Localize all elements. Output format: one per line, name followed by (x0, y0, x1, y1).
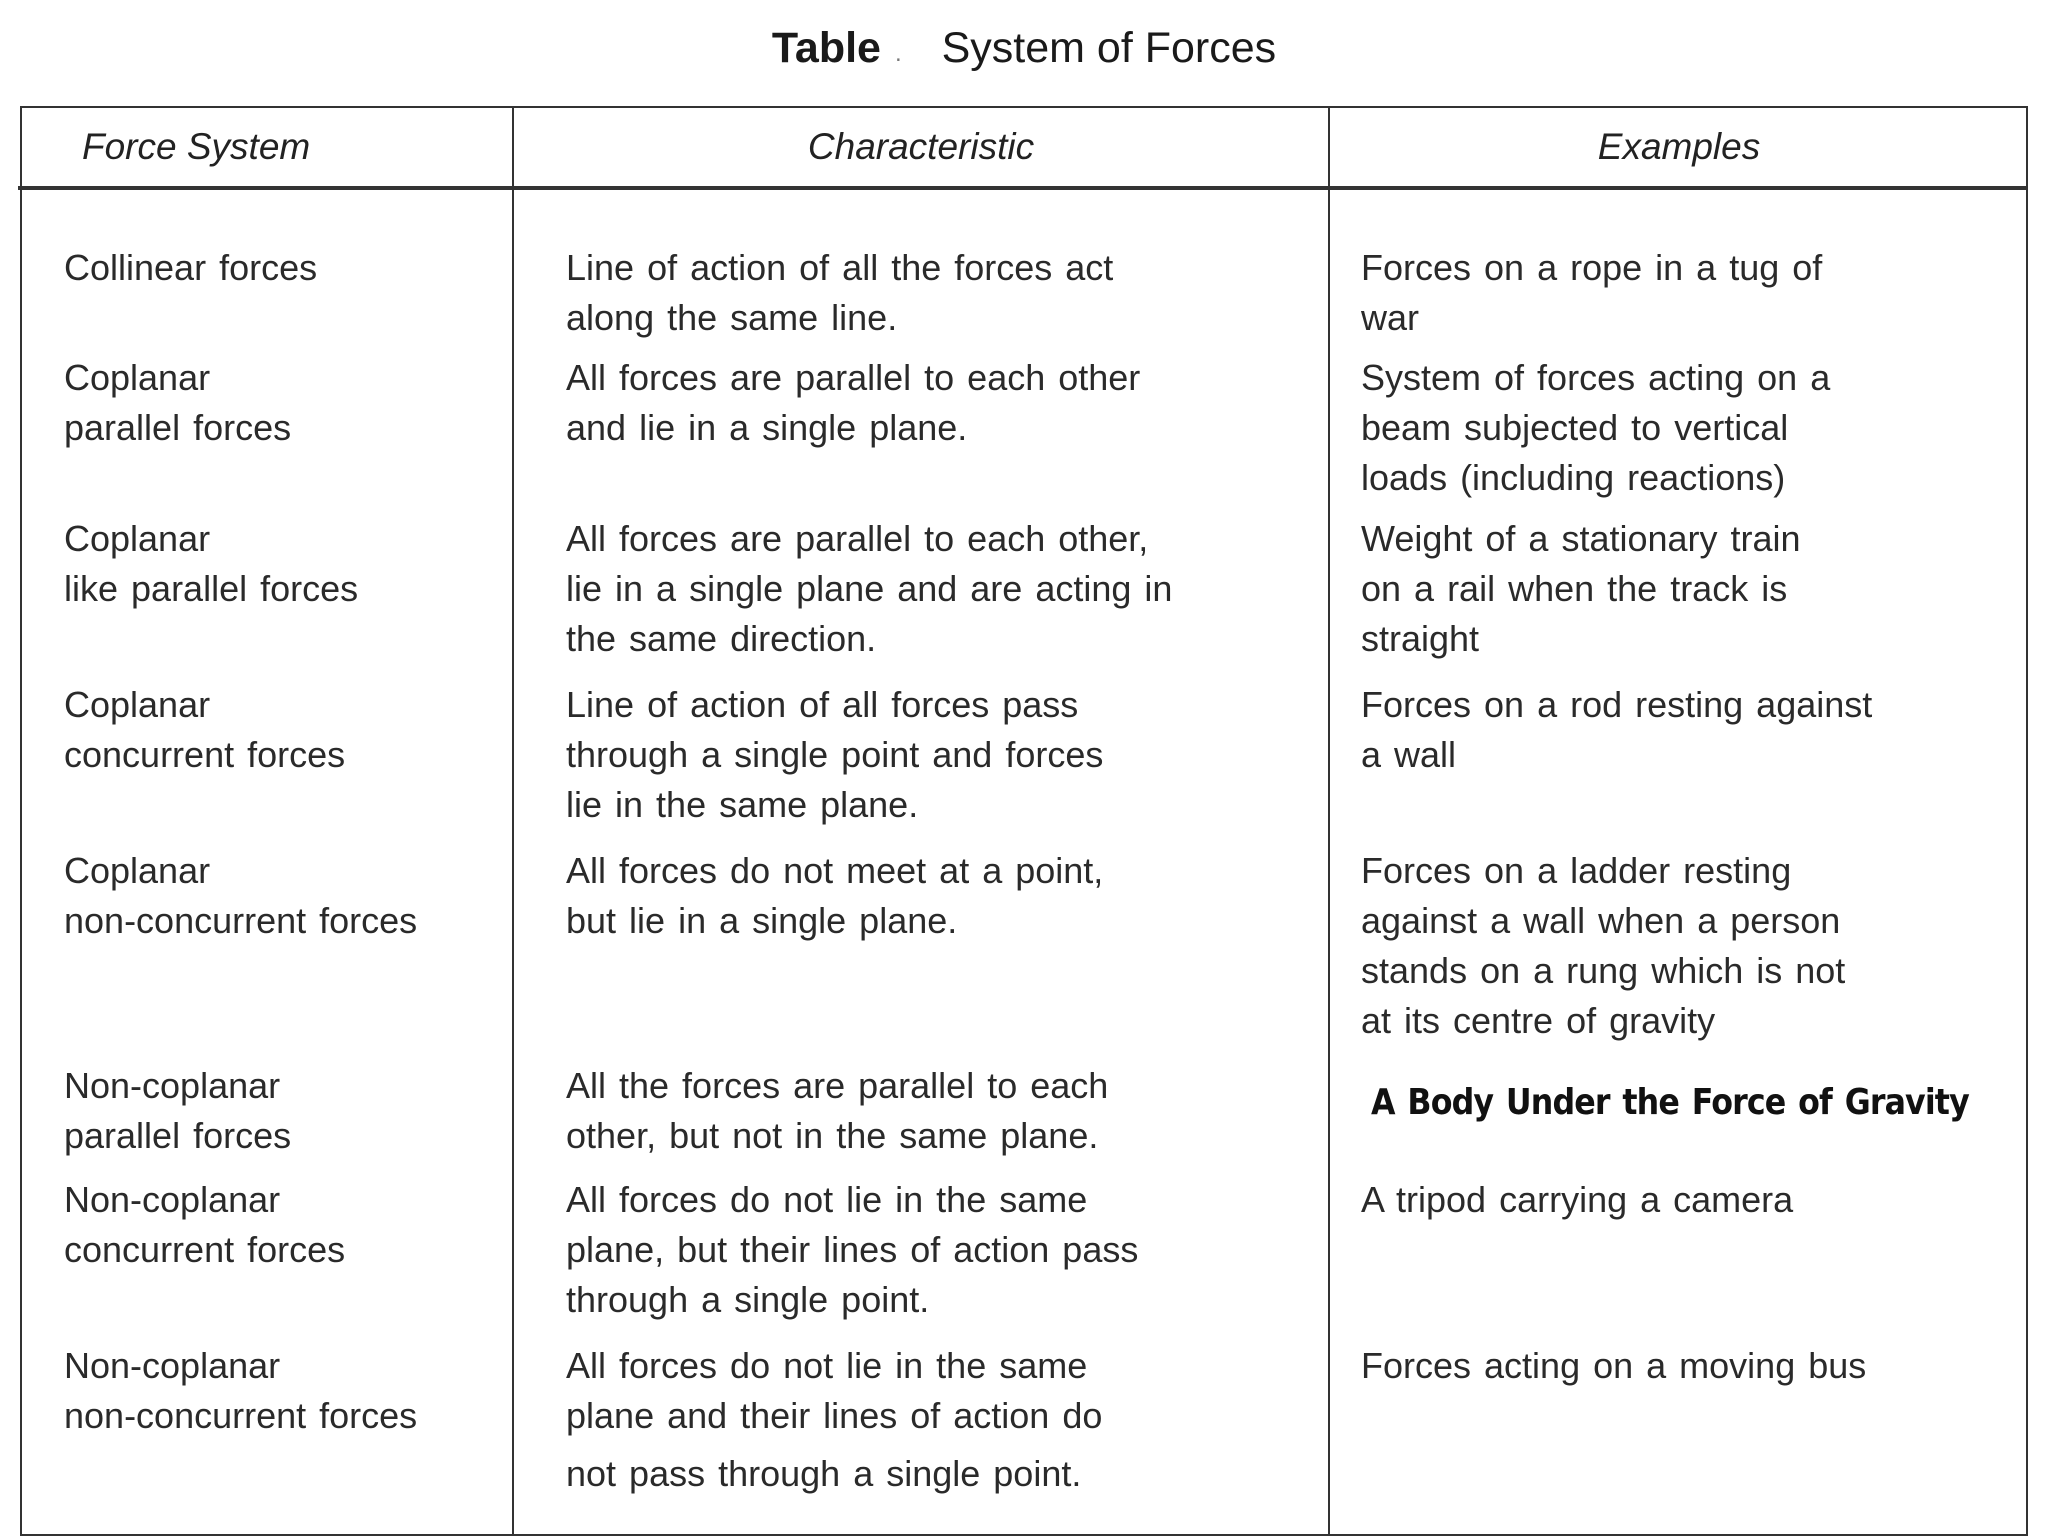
text-line: parallel forces (64, 1115, 292, 1156)
text-line: not pass through a single point. (566, 1453, 1082, 1494)
cell-force-system (64, 514, 358, 614)
caption-label: Table (771, 23, 881, 72)
cell-characteristic (566, 680, 1103, 830)
cell-example (1371, 1078, 2048, 1128)
text-line: on a rail when the track is (1361, 568, 1788, 609)
text-line: All forces do not meet at a point, (566, 850, 1104, 891)
text-line: All forces are parallel to each other, (566, 518, 1149, 559)
text-line: lie in a single plane and are acting in (566, 568, 1173, 609)
header-examples: Examples (1597, 126, 1761, 167)
text-line: Coplanar (64, 684, 211, 725)
header-force-system: Force System (82, 126, 311, 167)
text-line: A Body Under the Force of Gravity (1371, 1082, 1969, 1123)
text-line: non-concurrent forces (64, 900, 418, 941)
cell-force-system (64, 243, 317, 293)
text-line: war (1361, 297, 1420, 338)
cell-force-system (64, 846, 417, 946)
text-line: other, but not in the same plane. (566, 1115, 1099, 1156)
text-line: along the same line. (566, 297, 898, 338)
text-line: through a single point. (566, 1279, 930, 1320)
text-line: like parallel forces (64, 568, 359, 609)
cell-force-system (64, 680, 345, 780)
cell-characteristic (566, 1061, 1108, 1161)
text-line: the same direction. (566, 618, 877, 659)
caption-title: System of Forces (941, 23, 1277, 72)
cell-force-system (64, 1341, 417, 1441)
cell-example (1361, 680, 1872, 780)
text-line: concurrent forces (64, 1229, 346, 1270)
table-caption (0, 18, 2048, 78)
text-line: and lie in a single plane. (566, 407, 968, 448)
cell-characteristic (566, 846, 1103, 946)
cell-characteristic (566, 243, 1113, 343)
cell-characteristic (566, 514, 1172, 664)
text-line: Non-coplanar (64, 1065, 281, 1106)
text-line: All forces do not lie in the same (566, 1179, 1088, 1220)
text-line: at its centre of gravity (1361, 1000, 1716, 1041)
cell-example (1361, 846, 1845, 1046)
text-line: All forces are parallel to each other (566, 357, 1141, 398)
text-line: but lie in a single plane. (566, 900, 958, 941)
text-line: Coplanar (64, 357, 211, 398)
text-line: Collinear forces (64, 247, 318, 288)
text-line: Line of action of all the forces act (566, 247, 1114, 288)
cell-characteristic (566, 353, 1140, 453)
text-line: beam subjected to vertical (1361, 407, 1789, 448)
cell-force-system (64, 353, 291, 453)
text-line: a wall (1361, 734, 1457, 775)
text-line: System of forces acting on a (1361, 357, 1831, 398)
text-line: parallel forces (64, 407, 292, 448)
text-line: Coplanar (64, 518, 211, 559)
cell-example (1361, 353, 1830, 503)
cell-example (1361, 514, 1801, 664)
text-line: Non-coplanar (64, 1179, 281, 1220)
text-line: All the forces are parallel to each (566, 1065, 1109, 1106)
text-line: non-concurrent forces (64, 1395, 418, 1436)
header-characteristic: Characteristic (807, 126, 1035, 167)
text-line: against a wall when a person (1361, 900, 1841, 941)
cell-example (1361, 1341, 1866, 1391)
caption-separator: . (894, 40, 902, 67)
cell-characteristic (566, 1341, 1102, 1499)
text-line: Non-coplanar (64, 1345, 281, 1386)
text-line: Weight of a stationary train (1361, 518, 1801, 559)
text-line: concurrent forces (64, 734, 346, 775)
cell-example (1361, 243, 1822, 343)
cell-force-system (64, 1061, 291, 1161)
header-rule (18, 186, 2028, 190)
text-line: lie in the same plane. (566, 784, 919, 825)
text-line: Line of action of all forces pass (566, 684, 1079, 725)
column-divider (512, 106, 514, 1536)
text-line: Forces acting on a moving bus (1361, 1345, 1867, 1386)
text-line: Coplanar (64, 850, 211, 891)
cell-force-system (64, 1175, 345, 1275)
text-line: Forces on a ladder resting (1361, 850, 1792, 891)
cell-characteristic (566, 1175, 1138, 1325)
forces-table (20, 106, 2028, 1536)
cell-example (1361, 1175, 1793, 1225)
text-line: plane, but their lines of action pass (566, 1229, 1139, 1270)
text-line: stands on a rung which is not (1361, 950, 1846, 991)
column-divider (1328, 106, 1330, 1536)
text-line: through a single point and forces (566, 734, 1104, 775)
text-line: All forces do not lie in the same (566, 1345, 1088, 1386)
text-line: plane and their lines of action do (566, 1395, 1103, 1436)
text-line: loads (including reactions) (1361, 457, 1786, 498)
text-line: A tripod carrying a camera (1361, 1179, 1794, 1220)
text-line: Forces on a rod resting against (1361, 684, 1873, 725)
text-line: Forces on a rope in a tug of (1361, 247, 1823, 288)
text-line: straight (1361, 618, 1480, 659)
